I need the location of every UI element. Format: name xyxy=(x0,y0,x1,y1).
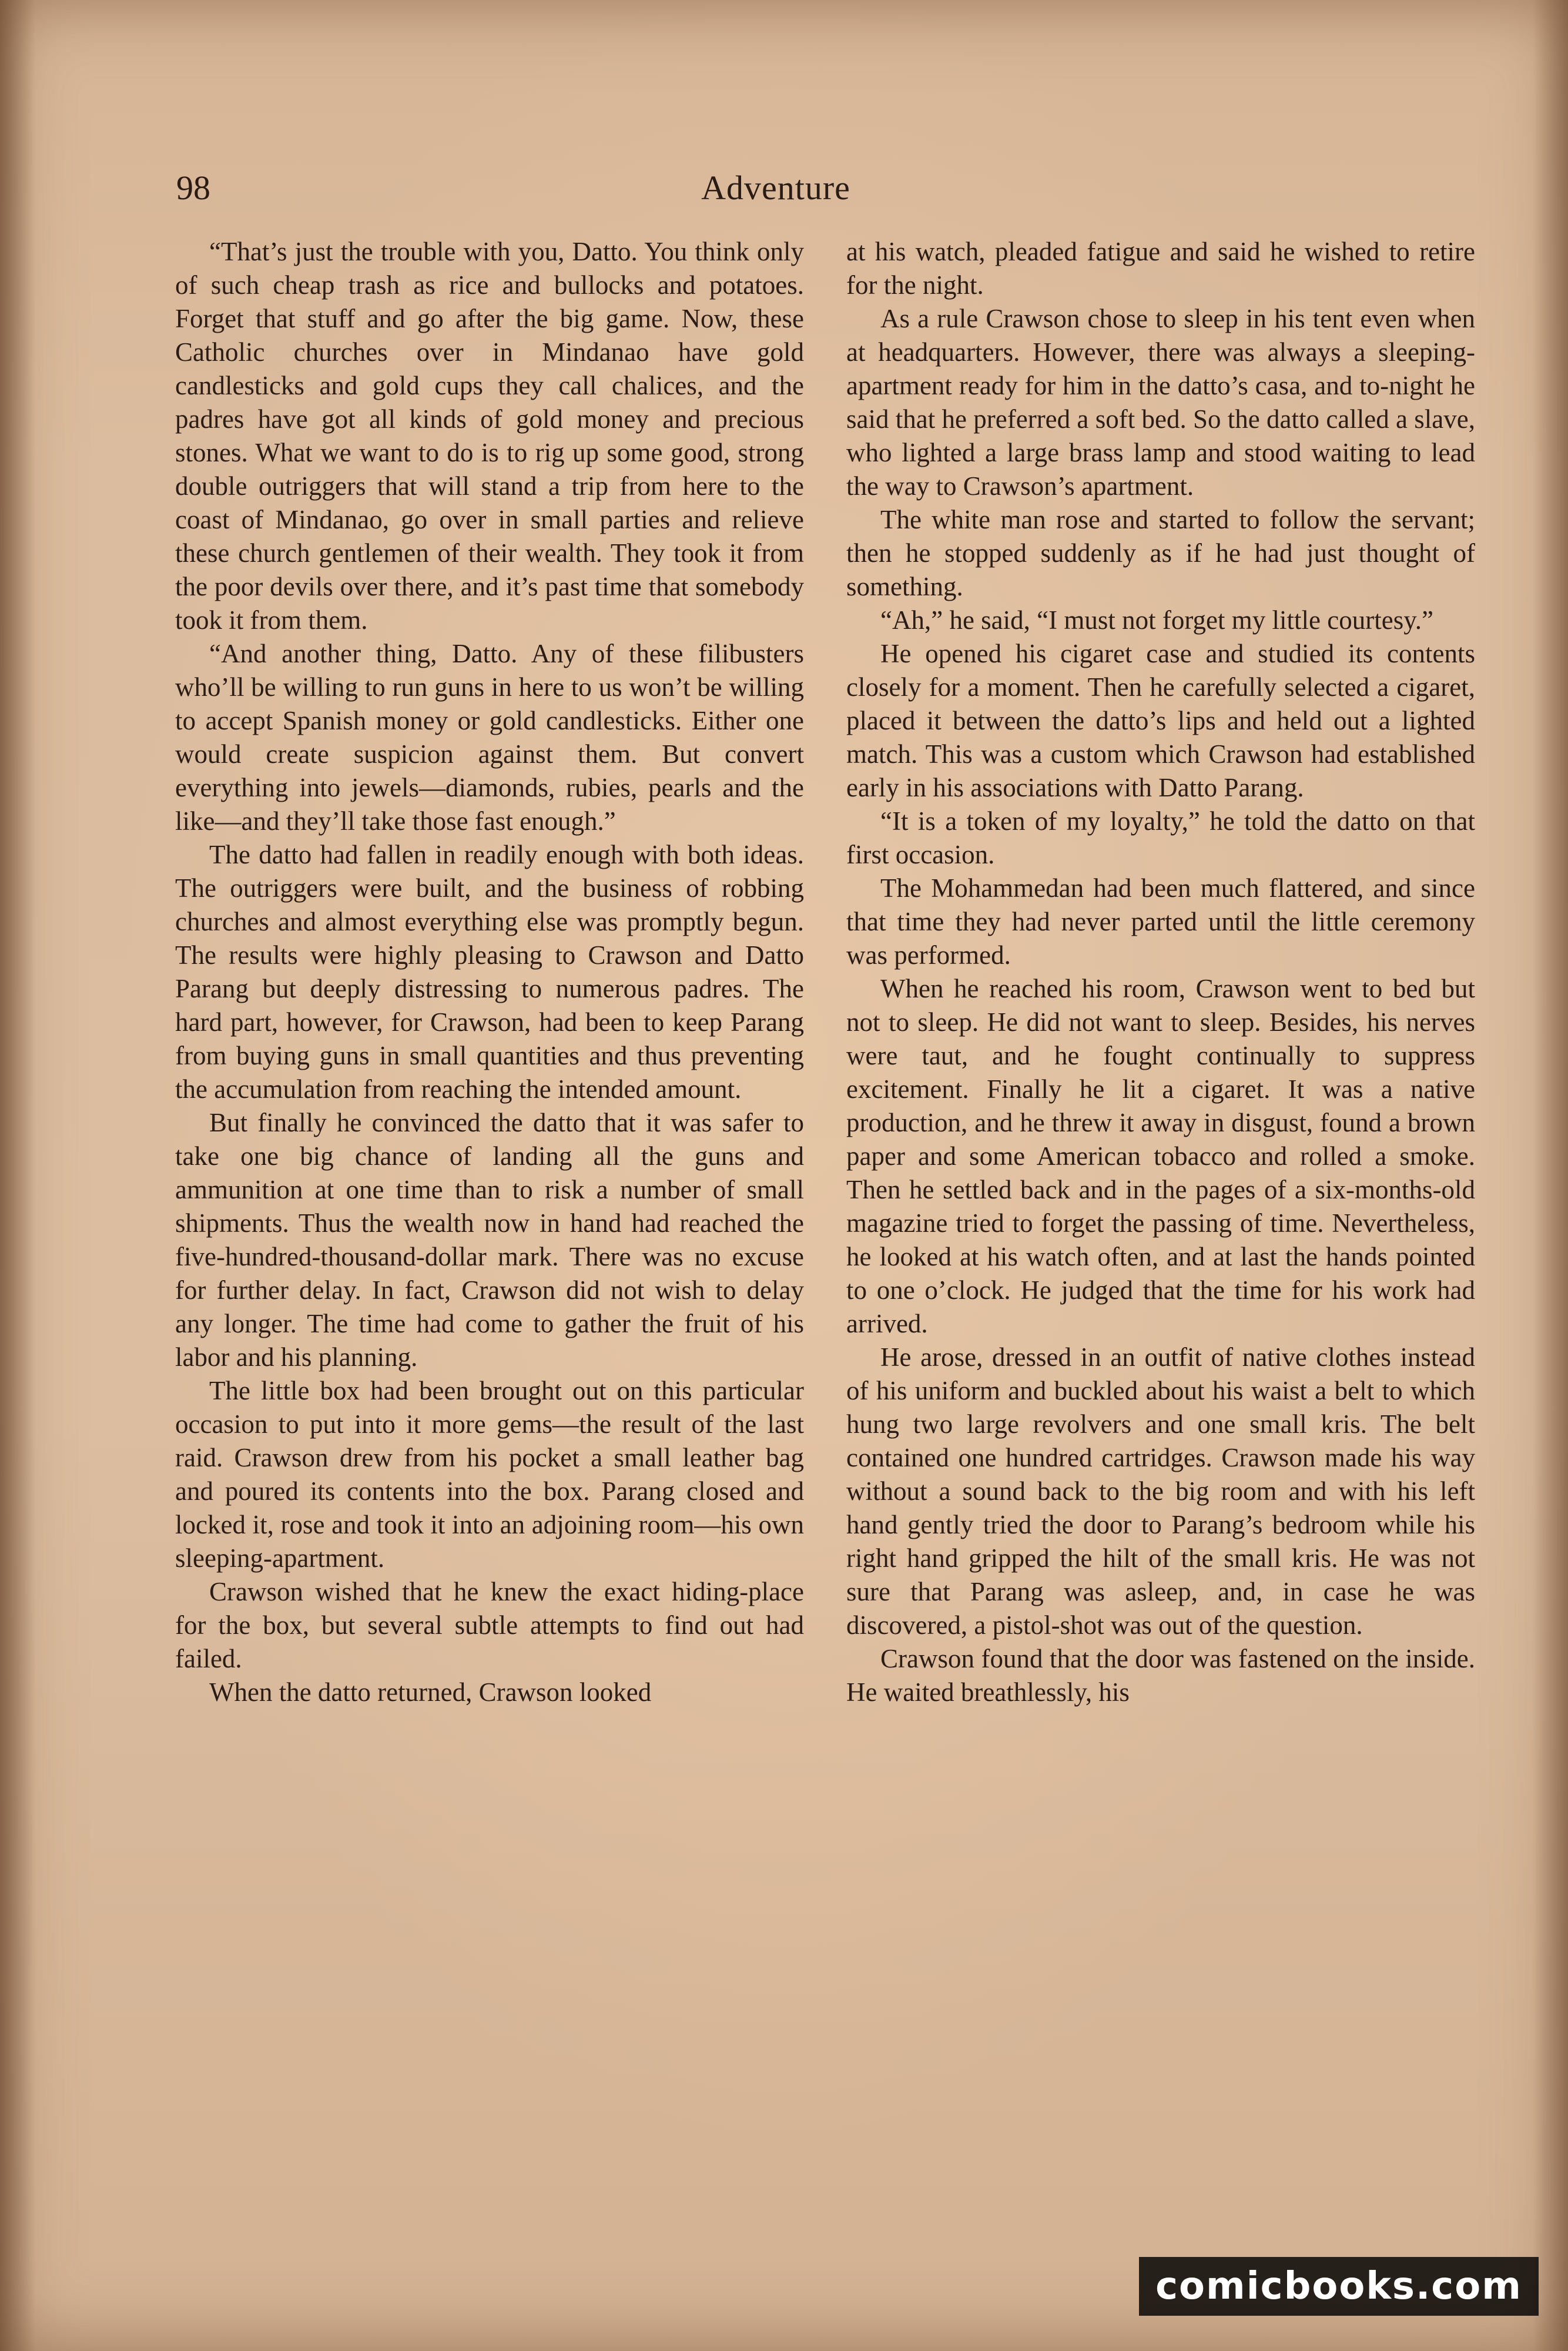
paragraph: The little box had been brought out on this particular occasion to put into it more gems—the result of the last raid. Crawson drew from his pocket a small leather bag and poured its contents into the box. Parang closed and locked it, rose and took it into an adjoining room—his own sleeping-apartment. xyxy=(175,1376,804,1573)
paragraph: “It is a token of my loyalty,” he told the datto on that first occasion. xyxy=(846,806,1475,869)
paragraph: Crawson wished that he knew the exact hiding-place for the box, but several subtle attempts to find out had failed. xyxy=(175,1577,804,1673)
paragraph: He arose, dressed in an outfit of native clothes instead of his uniform and buckled about his waist a belt to which hung two large revolvers and one small kris. The belt contained one hundred cartridges. Crawson made his way without a sound back to the big room and with his left hand gently tried the door to Parang’s bedroom while his right hand gripped the hilt of the small kris. He was not sure that Parang was asleep, and, in case he was discovered, a pistol-shot was out of the question. xyxy=(846,1342,1475,1640)
site-watermark: comicbooks.com xyxy=(1139,2257,1539,2316)
paragraph: He opened his cigaret case and studied its contents closely for a moment. Then he carefully selected a cigaret, placed it between the datto’s lips and held out a lighted match. This was a custom which Crawson had established early in his associations with Datto Parang. xyxy=(846,639,1475,802)
paragraph-continued: at his watch, pleaded fatigue and said he wished to retire for the night. xyxy=(846,237,1475,300)
page-shadow-left xyxy=(0,0,35,2351)
paragraph: But finally he convinced the datto that it was safer to take one big chance of landing all the guns and ammunition at one time than to risk a number of small shipments. Thus the wealth now in hand had reached the five-hundred-thousand-dollar mark. There was no excuse for further delay. In fact, Crawson did not wish to delay any longer. The time had come to gather the fruit of his labor and his planning. xyxy=(175,1108,804,1372)
paragraph: “That’s just the trouble with you, Datto. You think only of such cheap trash as rice and bullocks and potatoes. Forget that stuff and go after the big game. Now, these Catholic churches over in Mindanao have gold candlesticks and gold cups they call chalices, and the padres have got all kinds of gold money and precious stones. What we want to do is to rig up some good, strong double outriggers that will stand a trip from here to the coast of Mindanao, go over in small parties and relieve these church gentlemen of their wealth. They took it from the poor devils over there, and it’s past time that somebody took it from them. xyxy=(175,237,804,635)
paragraph: When he reached his room, Crawson went to bed but not to sleep. He did not want to sleep. Besides, his nerves were taut, and he fought continually to suppress excitement. Finally he lit a cigaret. It was a native production, and he threw it away in disgust, found a brown paper and some American tobacco and rolled a smoke. Then he settled back and in the pages of a six-months-old magazine tried to forget the passing of time. Nevertheless, he looked at his watch often, and at last the hands pointed to one o’clock. He judged that the time for his work had arrived. xyxy=(846,974,1475,1338)
paragraph: The datto had fallen in readily enough with both ideas. The outriggers were built, and the business of robbing churches and almost everything else was promptly begun. The results were highly pleasing to Crawson and Datto Parang but deeply distressing to numerous padres. The hard part, however, for Crawson, had been to keep Parang from buying guns in small quantities and thus preventing the accumulation from reaching the intended amount. xyxy=(175,840,804,1104)
paragraph: The Mohammedan had been much flattered, and since that time they had never parted until the little ceremony was performed. xyxy=(846,873,1475,970)
page-number: 98 xyxy=(176,169,210,207)
page-shadow-right xyxy=(1533,0,1568,2351)
paragraph: “Ah,” he said, “I must not forget my little courtesy.” xyxy=(880,605,1434,635)
paragraph: Crawson found that the door was fastened on the inside. He waited breathlessly, his xyxy=(846,1644,1475,1707)
text-column-left xyxy=(175,235,804,1709)
paragraph: When the datto returned, Crawson looked xyxy=(209,1677,652,1707)
paragraph: The white man rose and started to follow the servant; then he stopped suddenly as if he had just thought of something. xyxy=(846,505,1475,601)
running-title: Adventure xyxy=(701,169,850,207)
page-header xyxy=(176,168,1375,215)
paragraph: As a rule Crawson chose to sleep in his tent even when at headquarters. However, there was always a sleeping-apartment ready for him in the datto’s casa, and to-night he said that he preferred a soft bed. So the datto called a slave, who lighted a large brass lamp and stood waiting to lead the way to Crawson’s apartment. xyxy=(846,304,1475,501)
paragraph: “And another thing, Datto. Any of these filibusters who’ll be willing to run guns in here to us won’t be willing to accept Spanish money or gold candlesticks. Either one would create suspicion against them. But convert everything into jewels—diamonds, rubies, pearls and the like—and they’ll take those fast enough.” xyxy=(175,639,804,836)
text-column-right xyxy=(846,235,1475,1709)
